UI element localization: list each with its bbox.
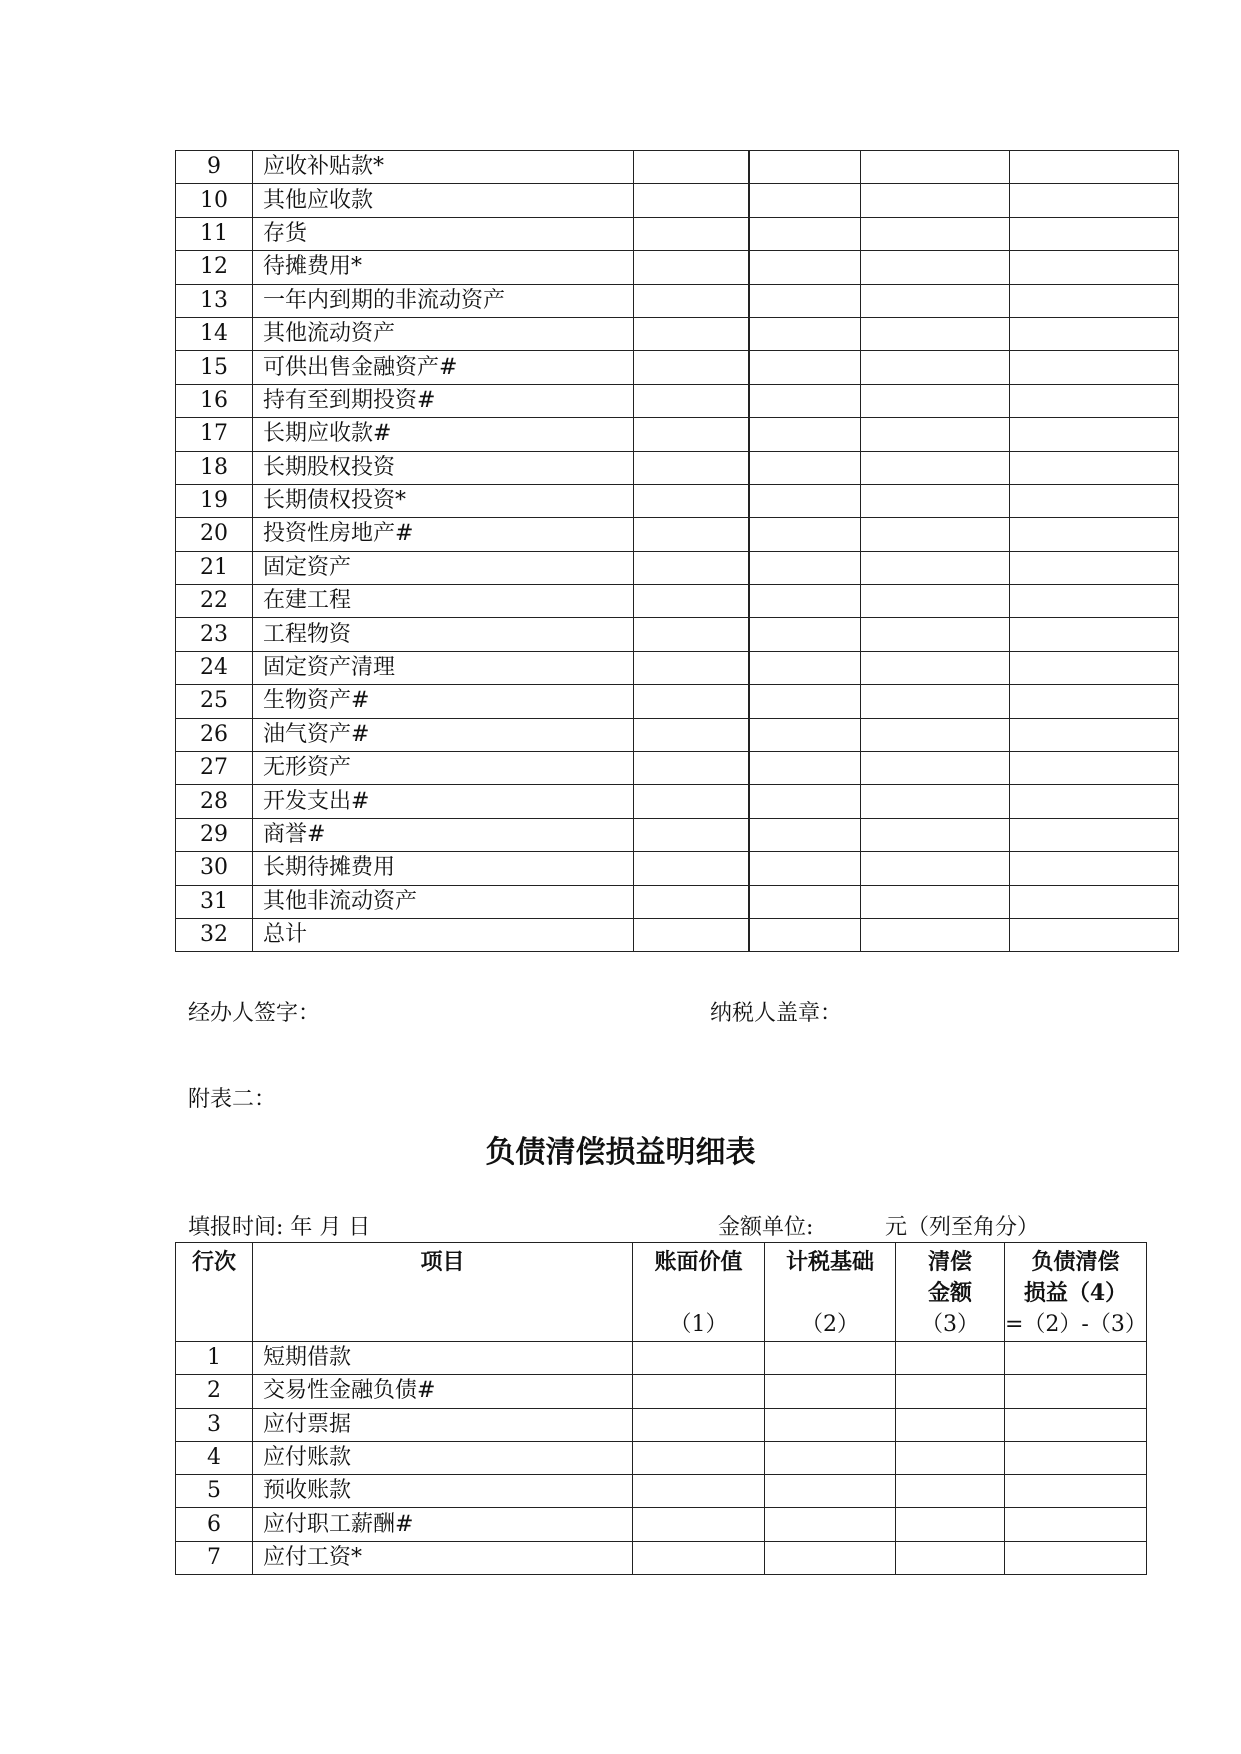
row-number: 27 [176, 752, 253, 785]
value-cell[interactable] [1010, 551, 1179, 584]
value-cell[interactable] [749, 151, 861, 184]
value-cell[interactable] [861, 752, 1010, 785]
row-number: 13 [176, 284, 253, 317]
value-cell[interactable] [634, 618, 749, 651]
value-cell[interactable] [749, 451, 861, 484]
row-number: 22 [176, 585, 253, 618]
table-row [176, 752, 1179, 785]
row-item-name: 持有至到期投资# [253, 384, 634, 417]
value-cell[interactable] [861, 585, 1010, 618]
value-cell[interactable] [861, 718, 1010, 751]
value-cell[interactable] [765, 1342, 896, 1375]
row-number: 4 [176, 1441, 253, 1474]
row-item-name: 应付工资* [253, 1541, 633, 1574]
row-item-name: 在建工程 [253, 585, 634, 618]
table-row [176, 1508, 1147, 1541]
row-item-name: 油气资产# [253, 718, 634, 751]
value-cell[interactable] [749, 284, 861, 317]
value-cell[interactable] [1005, 1508, 1147, 1541]
value-cell[interactable] [634, 451, 749, 484]
value-cell[interactable] [1010, 418, 1179, 451]
row-item-name: 固定资产清理 [253, 651, 634, 684]
value-cell[interactable] [1010, 251, 1179, 284]
table-row [176, 1408, 1147, 1441]
value-cell[interactable] [634, 852, 749, 885]
value-cell[interactable] [749, 217, 861, 250]
value-cell[interactable] [633, 1475, 765, 1508]
value-cell[interactable] [634, 484, 749, 517]
row-number: 20 [176, 518, 253, 551]
value-cell[interactable] [1010, 484, 1179, 517]
value-cell[interactable] [861, 818, 1010, 851]
liability-table-title: 负债清偿损益明细表 [485, 1135, 756, 1170]
liability-header-row [176, 1243, 1147, 1342]
table-row [176, 184, 1179, 217]
value-cell[interactable] [861, 351, 1010, 384]
header-gain-line1: 负债清偿 [1031, 1249, 1120, 1275]
amount-unit-label: 金额单位: [718, 1215, 814, 1240]
value-cell[interactable] [1010, 651, 1179, 684]
value-cell[interactable] [1010, 685, 1179, 718]
value-cell[interactable] [765, 1408, 896, 1441]
value-cell[interactable] [1005, 1375, 1147, 1408]
value-cell[interactable] [896, 1541, 1005, 1574]
value-cell[interactable] [896, 1408, 1005, 1441]
value-cell[interactable] [749, 852, 861, 885]
row-number: 11 [176, 217, 253, 250]
table-row [176, 618, 1179, 651]
value-cell[interactable] [749, 551, 861, 584]
value-cell[interactable] [1005, 1541, 1147, 1574]
value-cell[interactable] [896, 1475, 1005, 1508]
value-cell[interactable] [1010, 184, 1179, 217]
row-item-name: 商誉# [253, 818, 634, 851]
table-row [176, 585, 1179, 618]
value-cell[interactable] [634, 885, 749, 918]
value-cell[interactable] [861, 618, 1010, 651]
value-cell[interactable] [861, 685, 1010, 718]
header-row-no-label: 行次 [191, 1249, 236, 1275]
row-item-name: 长期应收款# [253, 418, 634, 451]
table-row [176, 551, 1179, 584]
row-number: 23 [176, 618, 253, 651]
table-row [176, 1475, 1147, 1508]
value-cell[interactable] [749, 752, 861, 785]
row-number: 28 [176, 785, 253, 818]
row-number: 3 [176, 1408, 253, 1441]
value-cell[interactable] [749, 317, 861, 350]
value-cell[interactable] [1010, 217, 1179, 250]
row-number: 29 [176, 818, 253, 851]
value-cell[interactable] [749, 418, 861, 451]
value-cell[interactable] [765, 1508, 896, 1541]
row-number: 5 [176, 1475, 253, 1508]
table-row [176, 651, 1179, 684]
table-row [176, 317, 1179, 350]
value-cell[interactable] [749, 918, 861, 951]
header-repayment-note: （3） [921, 1312, 979, 1337]
value-cell[interactable] [749, 885, 861, 918]
row-item-name: 预收账款 [253, 1475, 633, 1508]
row-number: 7 [176, 1541, 253, 1574]
row-item-name: 生物资产# [253, 685, 634, 718]
value-cell[interactable] [634, 718, 749, 751]
value-cell[interactable] [633, 1441, 765, 1474]
value-cell[interactable] [1010, 918, 1179, 951]
value-cell[interactable] [634, 918, 749, 951]
value-cell[interactable] [633, 1408, 765, 1441]
header-gain-line2: 损益（4） [1023, 1280, 1128, 1306]
value-cell[interactable] [1010, 785, 1179, 818]
value-cell[interactable] [861, 151, 1010, 184]
row-item-name: 总计 [253, 918, 634, 951]
asset-table-body [176, 151, 1179, 952]
value-cell[interactable] [765, 1541, 896, 1574]
row-number: 18 [176, 451, 253, 484]
value-cell[interactable] [749, 718, 861, 751]
row-item-name: 应付职工薪酬# [253, 1508, 633, 1541]
value-cell[interactable] [749, 651, 861, 684]
value-cell[interactable] [861, 551, 1010, 584]
value-cell[interactable] [634, 651, 749, 684]
value-cell[interactable] [1010, 451, 1179, 484]
header-repayment-line1: 清偿 [927, 1249, 972, 1275]
value-cell[interactable] [861, 451, 1010, 484]
value-cell[interactable] [633, 1541, 765, 1574]
value-cell[interactable] [861, 418, 1010, 451]
table-row [176, 217, 1179, 250]
value-cell[interactable] [1005, 1408, 1147, 1441]
row-item-name: 工程物资 [253, 618, 634, 651]
header-item-label: 项目 [420, 1249, 465, 1275]
value-cell[interactable] [861, 251, 1010, 284]
annex-label: 附表二： [188, 1087, 277, 1112]
value-cell[interactable] [634, 351, 749, 384]
value-cell[interactable] [749, 351, 861, 384]
table-row [176, 852, 1179, 885]
row-number: 10 [176, 184, 253, 217]
value-cell[interactable] [633, 1508, 765, 1541]
value-cell[interactable] [633, 1342, 765, 1375]
table-row [176, 418, 1179, 451]
value-cell[interactable] [634, 818, 749, 851]
row-item-name: 无形资产 [253, 752, 634, 785]
value-cell[interactable] [896, 1375, 1005, 1408]
table-row [176, 251, 1179, 284]
handler-signature-label: 经办人签字： [188, 1001, 321, 1026]
table-row [176, 1541, 1147, 1574]
value-cell[interactable] [634, 184, 749, 217]
row-item-name: 开发支出# [253, 785, 634, 818]
taxpayer-stamp-label: 纳税人盖章： [710, 1001, 843, 1026]
row-number: 14 [176, 317, 253, 350]
row-item-name: 长期债权投资* [253, 484, 634, 517]
value-cell[interactable] [634, 551, 749, 584]
row-number: 17 [176, 418, 253, 451]
header-gain-note: =（2）-（3） [1005, 1312, 1147, 1337]
value-cell[interactable] [1005, 1441, 1147, 1474]
row-number: 30 [176, 852, 253, 885]
value-cell[interactable] [1010, 852, 1179, 885]
value-cell[interactable] [1010, 752, 1179, 785]
header-repayment-amount [896, 1243, 1005, 1342]
row-item-name: 长期待摊费用 [253, 852, 634, 885]
table-row [176, 484, 1179, 517]
row-number: 32 [176, 918, 253, 951]
table-row [176, 284, 1179, 317]
value-cell[interactable] [896, 1342, 1005, 1375]
value-cell[interactable] [1010, 885, 1179, 918]
table-row [176, 1441, 1147, 1474]
row-item-name: 可供出售金融资产# [253, 351, 634, 384]
value-cell[interactable] [634, 284, 749, 317]
table-row [176, 451, 1179, 484]
value-cell[interactable] [896, 1508, 1005, 1541]
value-cell[interactable] [749, 618, 861, 651]
liability-table [175, 1242, 1147, 1575]
row-item-name: 固定资产 [253, 551, 634, 584]
value-cell[interactable] [634, 518, 749, 551]
row-number: 25 [176, 685, 253, 718]
value-cell[interactable] [634, 217, 749, 250]
value-cell[interactable] [1010, 585, 1179, 618]
value-cell[interactable] [633, 1375, 765, 1408]
value-cell[interactable] [749, 785, 861, 818]
value-cell[interactable] [861, 651, 1010, 684]
value-cell[interactable] [765, 1375, 896, 1408]
value-cell[interactable] [1010, 284, 1179, 317]
table-row [176, 685, 1179, 718]
row-number: 21 [176, 551, 253, 584]
value-cell[interactable] [1010, 351, 1179, 384]
row-number: 31 [176, 885, 253, 918]
value-cell[interactable] [861, 885, 1010, 918]
header-repayment-gain [1005, 1243, 1147, 1342]
value-cell[interactable] [1010, 618, 1179, 651]
value-cell[interactable] [634, 752, 749, 785]
table-row [176, 818, 1179, 851]
row-item-name: 其他非流动资产 [253, 885, 634, 918]
row-number: 1 [176, 1342, 253, 1375]
value-cell[interactable] [634, 384, 749, 417]
row-number: 24 [176, 651, 253, 684]
row-item-name: 一年内到期的非流动资产 [253, 284, 634, 317]
value-cell[interactable] [765, 1441, 896, 1474]
row-number: 16 [176, 384, 253, 417]
value-cell[interactable] [634, 151, 749, 184]
value-cell[interactable] [1010, 151, 1179, 184]
value-cell[interactable] [749, 818, 861, 851]
header-book-value-label: 账面价值 [654, 1249, 743, 1275]
value-cell[interactable] [861, 217, 1010, 250]
row-item-name: 应收补贴款* [253, 151, 634, 184]
value-cell[interactable] [634, 251, 749, 284]
value-cell[interactable] [1010, 818, 1179, 851]
table-row [176, 1342, 1147, 1375]
value-cell[interactable] [1010, 718, 1179, 751]
value-cell[interactable] [861, 918, 1010, 951]
value-cell[interactable] [861, 518, 1010, 551]
fill-time-label: 填报时间: 年 月 日 [188, 1215, 371, 1240]
table-row [176, 351, 1179, 384]
value-cell[interactable] [634, 317, 749, 350]
table-row [176, 918, 1179, 951]
header-book-value [633, 1243, 765, 1342]
row-item-name: 存货 [253, 217, 634, 250]
value-cell[interactable] [749, 685, 861, 718]
asset-table [175, 150, 1179, 952]
value-cell[interactable] [749, 384, 861, 417]
row-item-name: 其他流动资产 [253, 317, 634, 350]
row-item-name: 长期股权投资 [253, 451, 634, 484]
value-cell[interactable] [749, 484, 861, 517]
value-cell[interactable] [861, 785, 1010, 818]
value-cell[interactable] [861, 484, 1010, 517]
row-item-name: 投资性房地产# [253, 518, 634, 551]
value-cell[interactable] [861, 384, 1010, 417]
table-row [176, 384, 1179, 417]
header-item [253, 1243, 633, 1342]
row-item-name: 短期借款 [253, 1342, 633, 1375]
header-tax-basis [765, 1243, 896, 1342]
row-item-name: 其他应收款 [253, 184, 634, 217]
header-repayment-line2: 金额 [927, 1280, 972, 1306]
value-cell[interactable] [1010, 518, 1179, 551]
amount-unit-value: 元（列至角分） [885, 1215, 1040, 1240]
value-cell[interactable] [896, 1441, 1005, 1474]
value-cell[interactable] [1010, 317, 1179, 350]
table-row [176, 885, 1179, 918]
table-row [176, 718, 1179, 751]
value-cell[interactable] [749, 518, 861, 551]
header-tax-basis-note: （2） [801, 1312, 859, 1337]
header-row-no [176, 1243, 253, 1342]
value-cell[interactable] [1005, 1475, 1147, 1508]
value-cell[interactable] [634, 685, 749, 718]
row-number: 26 [176, 718, 253, 751]
table-row [176, 151, 1179, 184]
row-item-name: 应付票据 [253, 1408, 633, 1441]
value-cell[interactable] [749, 184, 861, 217]
header-book-value-note: （1） [669, 1312, 728, 1337]
value-cell[interactable] [765, 1475, 896, 1508]
value-cell[interactable] [634, 585, 749, 618]
row-item-name: 应付账款 [253, 1441, 633, 1474]
value-cell[interactable] [749, 251, 861, 284]
value-cell[interactable] [861, 284, 1010, 317]
header-tax-basis-label: 计税基础 [785, 1249, 874, 1275]
table-row [176, 1375, 1147, 1408]
value-cell[interactable] [749, 585, 861, 618]
liability-table-body [176, 1342, 1147, 1575]
table-row [176, 518, 1179, 551]
value-cell[interactable] [1010, 384, 1179, 417]
row-number: 19 [176, 484, 253, 517]
row-item-name: 待摊费用* [253, 251, 634, 284]
value-cell[interactable] [634, 785, 749, 818]
row-number: 2 [176, 1375, 253, 1408]
row-number: 6 [176, 1508, 253, 1541]
row-number: 15 [176, 351, 253, 384]
value-cell[interactable] [861, 852, 1010, 885]
value-cell[interactable] [861, 184, 1010, 217]
row-item-name: 交易性金融负债# [253, 1375, 633, 1408]
table-row [176, 785, 1179, 818]
value-cell[interactable] [634, 418, 749, 451]
row-number: 9 [176, 151, 253, 184]
value-cell[interactable] [861, 317, 1010, 350]
row-number: 12 [176, 251, 253, 284]
value-cell[interactable] [1005, 1342, 1147, 1375]
